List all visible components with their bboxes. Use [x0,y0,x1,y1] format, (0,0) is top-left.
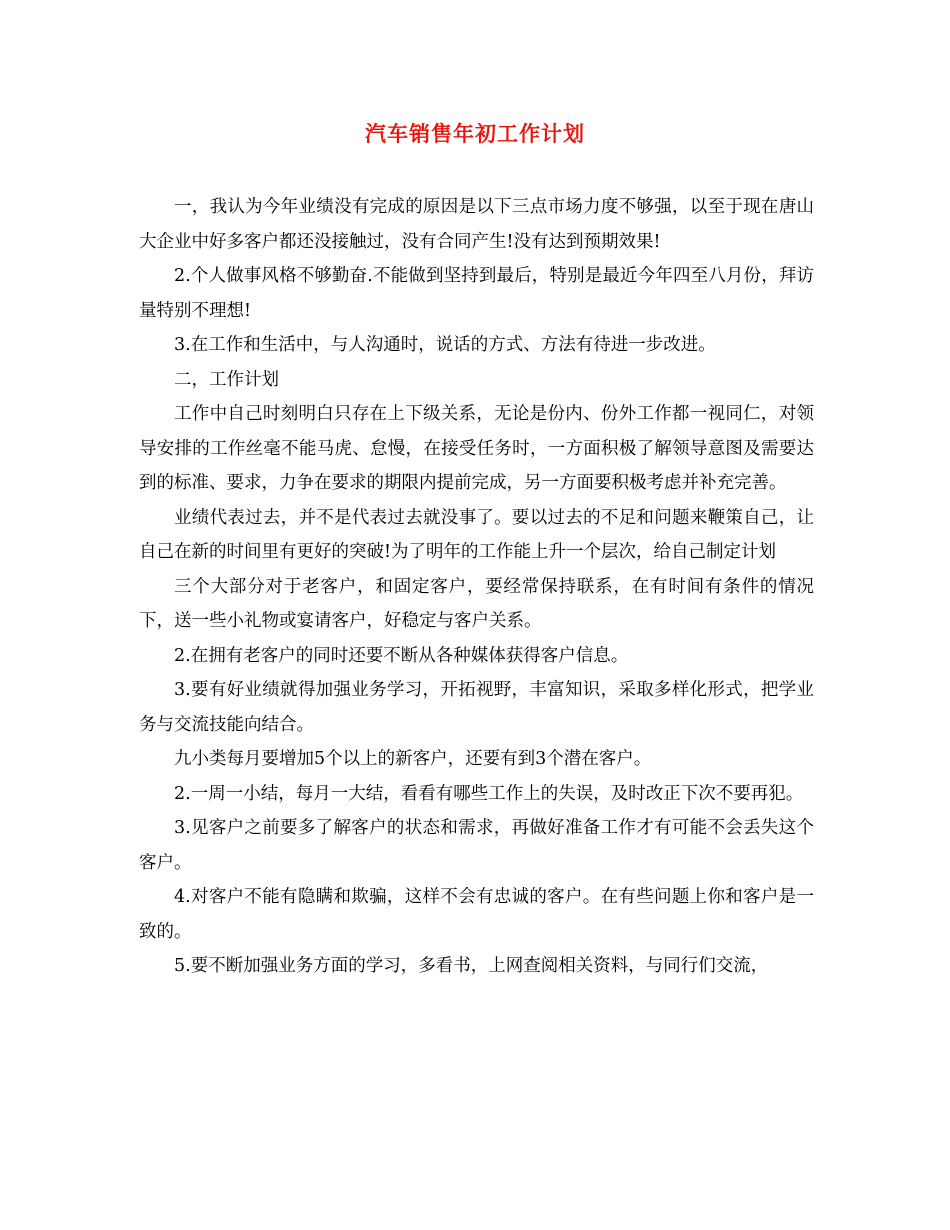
paragraph: 一，我认为今年业绩没有完成的原因是以下三点市场力度不够强，以至于现在唐山大企业中好多客户都还没接触过，没有合同产生!没有达到预期效果! [139,197,814,252]
paragraph: 业绩代表过去，并不是代表过去就没事了。要以过去的不足和问题来鞭策自己，让自己在新的时间里有更好的突破!为了明年的工作能上升一个层次，给自己制定计划 [139,507,814,562]
paragraph: 2.一周一小结，每月一大结，看看有哪些工作上的失误，及时改正下次不要再犯。 [174,783,804,804]
section-heading: 二，工作计划 [174,369,279,390]
document-body [139,190,814,984]
paragraph: 3.见客户之前要多了解客户的状态和需求，再做好准备工作才有可能不会丢失这个客户。 [139,818,814,873]
paragraph: 3.在工作和生活中，与人沟通时，说话的方式、方法有待进一步改进。 [174,335,716,355]
paragraph: 2.个人做事风格不够勤奋.不能做到坚持到最后，特别是最近今年四至八月份，拜访量特别不理想! [139,266,814,321]
paragraph: 九小类每月要增加5个以上的新客户，还要有到3个潜在客户。 [174,749,652,769]
paragraph: 三个大部分对于老客户，和固定客户，要经常保持联系，在有时间有条件的情况下，送一些小礼物或宴请客户，好稳定与客户关系。 [139,576,814,631]
document-title: 汽车销售年初工作计划 [365,121,585,146]
paragraph: 4.对客户不能有隐瞒和欺骗，这样不会有忠诚的客户。在有些问题上你和客户是一致的。 [139,887,814,942]
paragraph: 5.要不断加强业务方面的学习，多看书，上网查阅相关资料，与同行们交流， [174,956,769,976]
paragraph: 3.要有好业绩就得加强业务学习，开拓视野，丰富知识，采取多样化形式，把学业务与交流技能向结合。 [139,680,814,735]
paragraph: 2.在拥有老客户的同时还要不断从各种媒体获得客户信息。 [174,645,629,666]
paragraph: 工作中自己时刻明白只存在上下级关系，无论是份内、份外工作都一视同仁，对领导安排的工作丝毫不能马虎、怠慢，在接受任务时，一方面积极了解领导意图及需要达到的标准、要求，力争在要求的期限内提前完成，另一方面要积极考虑并补充完善。 [139,404,814,493]
